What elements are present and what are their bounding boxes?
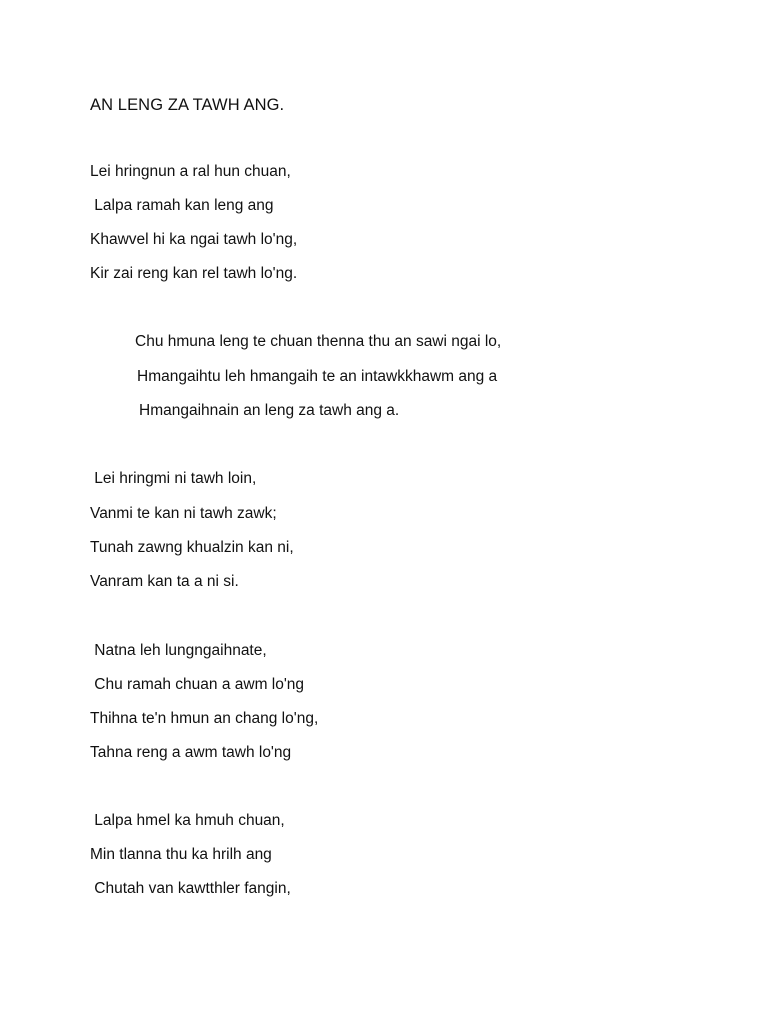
stanza-3-line-2: Vanmi te kan ni tawh zawk; bbox=[90, 505, 277, 522]
chorus-line-3: Hmangaihnain an leng za tawh ang a. bbox=[139, 402, 400, 419]
chorus-line-2: Hmangaihtu leh hmangaih te an intawkkhawm ang a bbox=[137, 368, 498, 385]
poem-title: AN LENG ZA TAWH ANG. bbox=[90, 96, 285, 114]
stanza-5-line-3: Chutah van kawtthler fangin, bbox=[90, 880, 291, 897]
stanza-5-line-1: Lalpa hmel ka hmuh chuan, bbox=[90, 812, 285, 829]
stanza-4-line-2: Chu ramah chuan a awm lo'ng bbox=[90, 676, 305, 693]
stanza-3-line-3: Tunah zawng khualzin kan ni, bbox=[90, 539, 294, 556]
stanza-4-line-1: Natna leh lungngaihnate, bbox=[90, 642, 267, 659]
chorus-line-1: Chu hmuna leng te chuan thenna thu an sawi ngai lo, bbox=[135, 333, 502, 350]
stanza-1-line-3: Khawvel hi ka ngai tawh lo'ng, bbox=[90, 231, 298, 248]
stanza-1-line-2: Lalpa ramah kan leng ang bbox=[90, 197, 274, 214]
stanza-5-line-2: Min tlanna thu ka hrilh ang bbox=[90, 846, 272, 863]
stanza-4-line-4: Tahna reng a awm tawh lo'ng bbox=[90, 744, 292, 761]
stanza-1-line-1: Lei hringnun a ral hun chuan, bbox=[90, 163, 291, 180]
stanza-1-line-4: Kir zai reng kan rel tawh lo'ng. bbox=[90, 265, 298, 282]
stanza-4-line-3: Thihna te'n hmun an chang lo'ng, bbox=[90, 710, 319, 727]
stanza-3-line-4: Vanram kan ta a ni si. bbox=[90, 573, 239, 590]
stanza-3-line-1: Lei hringmi ni tawh loin, bbox=[90, 470, 257, 487]
